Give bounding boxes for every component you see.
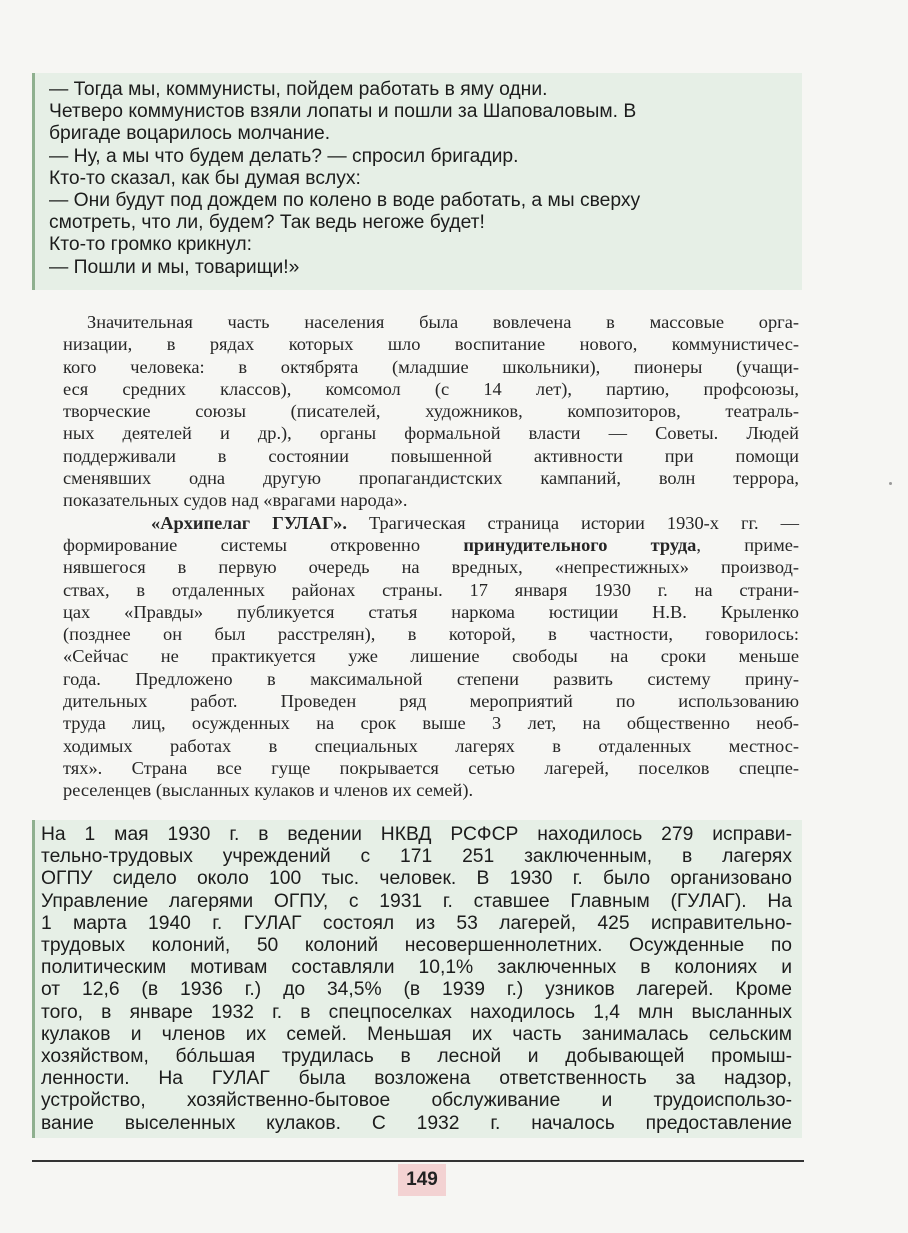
fact-line: 1 марта 1940 г. ГУЛАГ состоял из 53 лагерей, 425 исправительно- <box>41 912 792 934</box>
scan-speck <box>889 482 892 485</box>
text-line: нявшегося в первую очередь на вредных, «непрестижных» производ- <box>63 557 799 578</box>
footer-rule <box>32 1160 804 1162</box>
page-number: 149 <box>398 1164 446 1196</box>
fact-line: кулаков и членов их семей. Меньшая их часть занималась сельским <box>41 1023 792 1045</box>
fact-line: тельно-трудовых учреждений с 171 251 заключенным, в лагерях <box>41 846 792 868</box>
paragraph-organizations <box>63 311 799 512</box>
quote-line: — Они будут под дождем по колено в воде работать, а мы сверху <box>49 190 641 212</box>
fact-line: от 12,6 (в 1936 г.) до 34,5% (в 1939 г.) узников лагерей. Кроме <box>41 979 792 1001</box>
text-line: Значительная часть населения была вовлечена в массовые орга- <box>87 312 799 332</box>
fact-line: Управление лагерями ОГПУ, с 1931 г. ставшее Главным (ГУЛАГ). На <box>41 890 792 912</box>
quote-line: смотреть, что ли, будем? Так ведь негоже будет! <box>49 212 485 234</box>
fact-line: того, в январе 1932 г. в спецпоселках находилось 1,4 млн высланных <box>41 1001 792 1023</box>
paragraph-text: Трагическая страница истории 1930-х гг. — <box>346 512 799 533</box>
text-line: ходимых работах в специальных лагерях в отдаленных местнос- <box>63 735 799 756</box>
main-text <box>63 311 799 802</box>
text-line: реселенцев (высланных кулаков и членов их семей). <box>63 780 474 801</box>
text-line: кого человека: в октябрята (младшие школьники), пионеры (учащи- <box>63 356 799 377</box>
text-line: (позднее он был расстрелян), в которой, в частности, говорилось: <box>63 624 799 645</box>
quote-line: — Ну, а мы что будем делать? — спросил бригадир. <box>49 145 519 167</box>
text-line: ствах, в отдаленных районах страны. 17 января 1930 г. на страни- <box>63 579 799 600</box>
quote-line: бригаде воцарилось молчание. <box>49 123 331 145</box>
text-line: низации, в рядах которых шло воспитание нового, коммунистичес- <box>63 334 799 355</box>
fact-line: вание выселенных кулаков. С 1932 г. началось предоставление <box>41 1112 792 1134</box>
text-line: «Сейчас не практикуется уже лишение свободы на сроки меньше <box>63 646 799 667</box>
paragraph-text: , приме- <box>696 534 800 555</box>
text-line: года. Предложено в максимальной степени развить систему прину- <box>63 668 799 689</box>
fact-line: трудовых колоний, 50 колоний несовершеннолетних. Осужденные по <box>41 935 792 957</box>
text-line: труда лиц, осужденных на срок выше 3 лет, на общественно необ- <box>63 713 799 734</box>
quote-line: — Тогда мы, коммунисты, пойдем работать в яму одни. <box>49 79 548 100</box>
quote-line: Кто-то сказал, как бы думая вслух: <box>49 167 361 189</box>
text-line: цах «Правды» публикуется статья наркома юстиции Н.В. Крыленко <box>63 601 799 622</box>
text-line: тях». Страна все гуще покрывается сетью лагерей, поселков спецпе- <box>63 757 799 778</box>
text-line: творческие союзы (писателей, художников, композиторов, театраль- <box>63 401 799 422</box>
text-line: сменявших одна другую пропагандистских кампаний, волн террора, <box>63 468 799 489</box>
fact-line: хозяйством, бóльшая трудилась в лесной и добывающей промыш- <box>41 1046 792 1068</box>
fact-line: ОГПУ сидело около 100 тыс. человек. В 1930 г. было организовано <box>41 868 792 890</box>
text-line: еся средних классов), комсомол (с 14 лет), партию, профсоюзы, <box>63 378 799 399</box>
text-line: поддерживали в состоянии повышенной активности при помощи <box>63 445 799 466</box>
paragraph-gulag <box>63 512 799 802</box>
text-line: показательных судов над «врагами народа». <box>63 490 408 511</box>
text-line: ных деятелей и др.), органы формальной власти — Советы. Людей <box>63 423 799 444</box>
fact-line: На 1 мая 1930 г. в ведении НКВД РСФСР находилось 279 исправи- <box>41 824 792 845</box>
quote-line: — Пошли и мы, товарищи!» <box>49 256 300 278</box>
key-term: принудительного труда <box>463 534 697 555</box>
dialogue-quote-box <box>32 73 802 290</box>
fact-line: устройство, хозяйственно-бытовое обслуживание и трудоиспользо- <box>41 1090 792 1112</box>
facts-box <box>32 820 802 1138</box>
fact-line: политическим мотивам составляли 10,1% заключенных в колониях и <box>41 957 792 979</box>
quote-line: Четверо коммунистов взяли лопаты и пошли за Шаповаловым. В <box>49 101 637 123</box>
text-line: дительных работ. Проведен ряд мероприятий по использованию <box>63 691 799 712</box>
paragraph-text: формирование системы откровенно <box>63 534 464 555</box>
quote-line: Кто-то громко крикнул: <box>49 234 252 256</box>
fact-line: ленности. На ГУЛАГ была возложена ответственность за надзор, <box>41 1068 792 1090</box>
section-heading: «Архипелаг ГУЛАГ». <box>151 512 347 533</box>
